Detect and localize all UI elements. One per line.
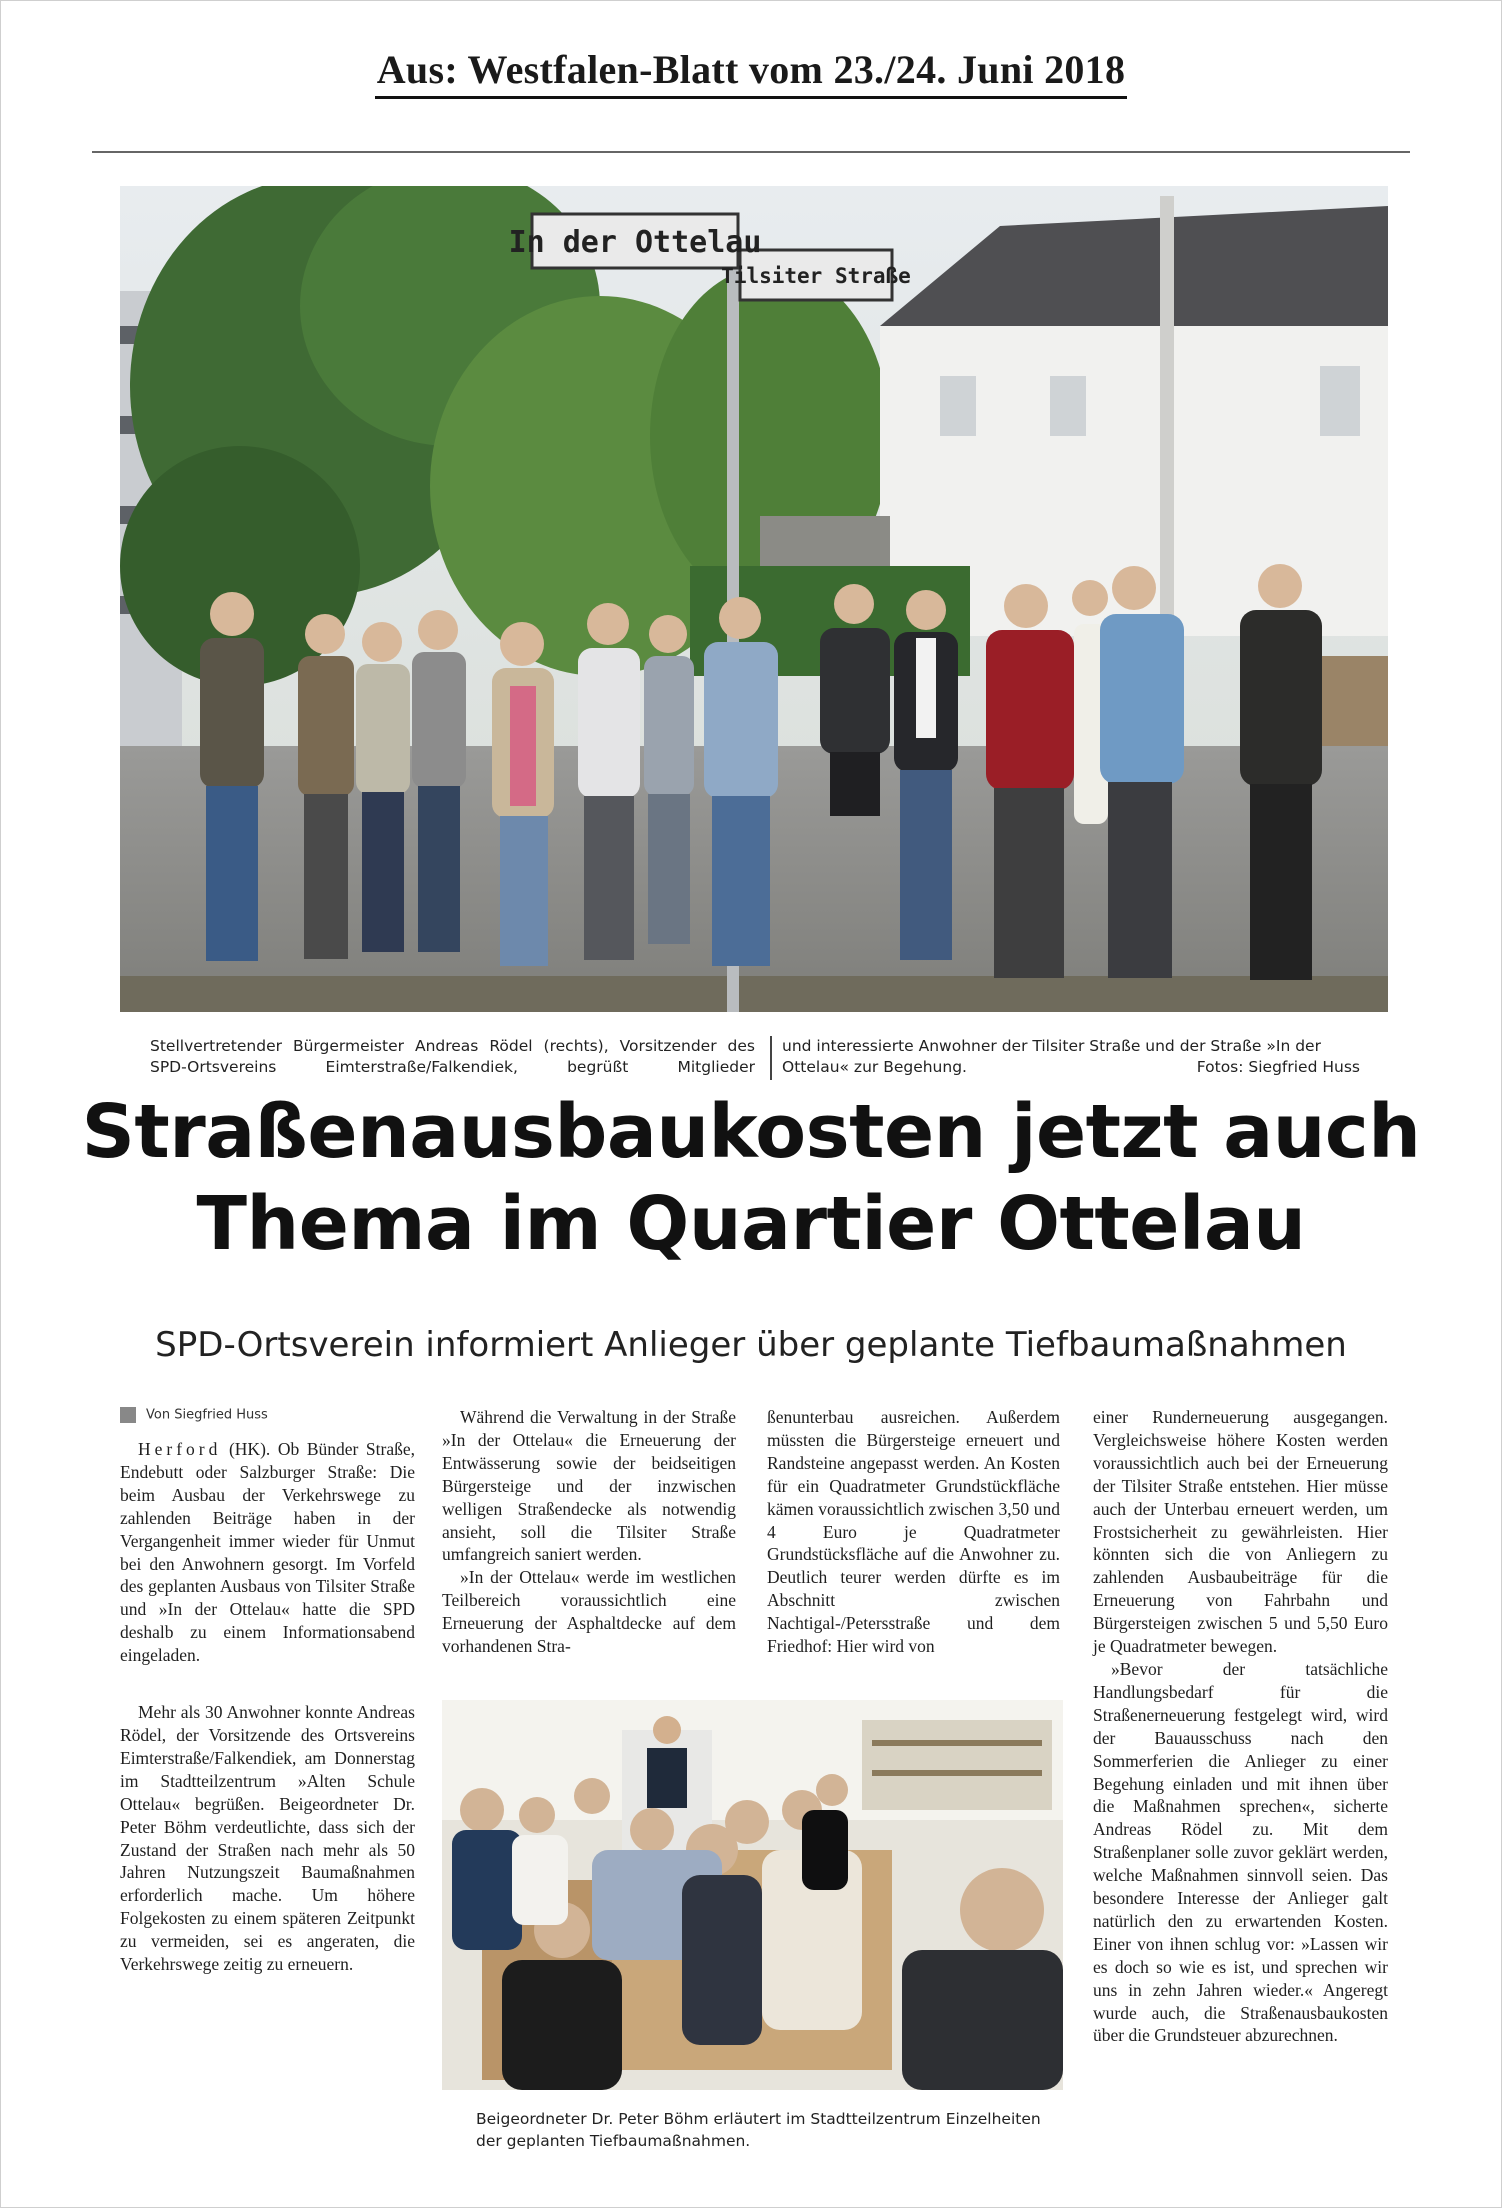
article-column-4 [1093, 1406, 1388, 2047]
main-photo-illustration [120, 186, 1388, 1012]
inset-photo-caption: Beigeordneter Dr. Peter Böhm erläutert im Stadtteilzentrum Einzelheiten der geplanten Tiefbaumaßnahmen. [476, 2110, 1041, 2150]
paragraph: »Bevor der tatsächliche Handlungsbedarf für die Straßenerneuerung festgelegt wird, wird der Bauausschuss nach den Sommerferien die Anlieger zu einer Begehung einladen und mit ihnen über die Maßnahmen sprechen«, sicherte Andreas Rödel zu. Mit dem Straßenplaner solle zuvor geklärt werden, welche Maßnahmen sinnvoll seien. Das besondere Interesse der Anlieger galt natürlich den zu erwartenden Kosten. Einer von ihnen schlug vor: »Lassen wir es doch so wie es ist, und sprechen wir uns in zehn Jahren wieder.« Angeregt wurde auch, die Straßenausbaukosten über die Grundsteuer abzurechnen. [1093, 1658, 1388, 2046]
paragraph: »In der Ottelau« werde im westlichen Teilbereich voraussichtlich eine Erneuerung der Asphaltdecke auf dem vorhandenen Stra- [442, 1567, 736, 1657]
dateline: Herford [138, 1439, 222, 1459]
byline-text: Von Siegfried Huss [146, 1407, 268, 1423]
street-sign-bottom: Tilsiter Straße [721, 264, 911, 288]
main-photo [120, 186, 1388, 1012]
source-label: Aus: Westfalen-Blatt vom 23./24. Juni 2018 [375, 47, 1128, 99]
headline-line-2: Thema im Quartier Ottelau [196, 1181, 1306, 1267]
top-divider [92, 151, 1410, 153]
paragraph: einer Runderneuerung ausgegangen. Vergleichsweise höhere Kosten werden voraussichtlich auch bei der Erneuerung der Tilsiter Straße entstehen. Hier müsse auch der Unterbau erneuert werden, um Frostsicherheit zu gewährleisten. Hier könnten sich die von Anliegern zu zahlenden Ausbaubeiträge für die Erneuerung von Fahrbahn und Bürgersteigen zwischen 5 und 5,50 Euro je Quadratmeter bewegen. [1093, 1407, 1388, 1657]
inset-photo [442, 1700, 1063, 2090]
paragraph-gap [120, 1667, 415, 1701]
headline-line-1: Straßenausbaukosten jetzt auch [81, 1089, 1421, 1175]
caption-right: und interessierte Anwohner der Tilsiter Straße und der Straße »In der Ottelau« zur Begehung. [782, 1037, 1321, 1076]
source-line [0, 46, 1502, 93]
paragraph [120, 1438, 415, 1667]
caption-separator [770, 1036, 772, 1080]
byline [120, 1407, 268, 1423]
paragraph: ßenunterbau ausreichen. Außerdem müssten die Bürgersteige erneuert und Randsteine angepasst werden. An Kosten für ein Quadratmeter Grundstückfläche kämen voraussichtlich zwischen 3,50 und 4 Euro je Quadratmeter Grundstücksfläche auf die Anwohner zu. Deutlich teurer werden dürfte es im Abschnitt zwischen Nachtigal-/Petersstraße und dem Friedhof: Hier wird von [767, 1407, 1060, 1657]
byline-marker [120, 1407, 136, 1423]
inset-photo-illustration [442, 1700, 1063, 2090]
subheadline: SPD-Ortsverein informiert Anlieger über geplante Tiefbaumaßnahmen [155, 1325, 1347, 1365]
caption-left: Stellvertretender Bürgermeister Andreas Rödel (rechts), Vorsitzender des SPD-Ortsvereins Eimterstraße/Falkendiek, begrüßt Mitglieder [150, 1037, 755, 1076]
article-column-3 [767, 1406, 1060, 1658]
street-sign-top: In der Ottelau [508, 225, 762, 260]
article-column-1 [120, 1438, 415, 1976]
paragraph: Mehr als 30 Anwohner konnte Andreas Rödel, der Vorsitzende des Ortsvereins Eimterstraße/Falkendiek, am Donnerstag im Stadtteilzentrum »Alten Schule Ottelau« begrüßen. Beigeordneter Dr. Peter Böhm verdeutlichte, dass sich der Zustand der Straßen nach mehr als 50 Jahren Nutzungszeit Baumaßnahmen erforderlich mache. Um höhere Folgekosten zu einem späteren Zeitpunkt zu vermeiden, sei es angeraten, die Verkehrswege zeitig zu erneuern. [120, 1702, 415, 1975]
paragraph: Während die Verwaltung in der Straße »In der Ottelau« die Erneuerung der Entwässerung sowie der beidseitigen Bürgersteige und der inzwischen welligen Straßendecke als notwendig ansieht, soll die Tilsiter Straße umfangreich saniert werden. [442, 1407, 736, 1565]
article-column-2 [442, 1406, 736, 1658]
headline [0, 1086, 1502, 1270]
paragraph-text: (HK). Ob Bünder Straße, Endebutt oder Salzburger Straße: Die beim Ausbau der Verkehrswege zu zahlenden Beiträge haben in der Vergangenheit immer wieder für Unmut bei den Anwohnern gesorgt. Im Vorfeld des geplanten Ausbaus von Tilsiter Straße und »In der Ottelau« hatte die SPD deshalb zu einem Informationsabend eingeladen. [120, 1439, 415, 1666]
photo-credit: Fotos: Siegfried Huss [1196, 1058, 1360, 1076]
